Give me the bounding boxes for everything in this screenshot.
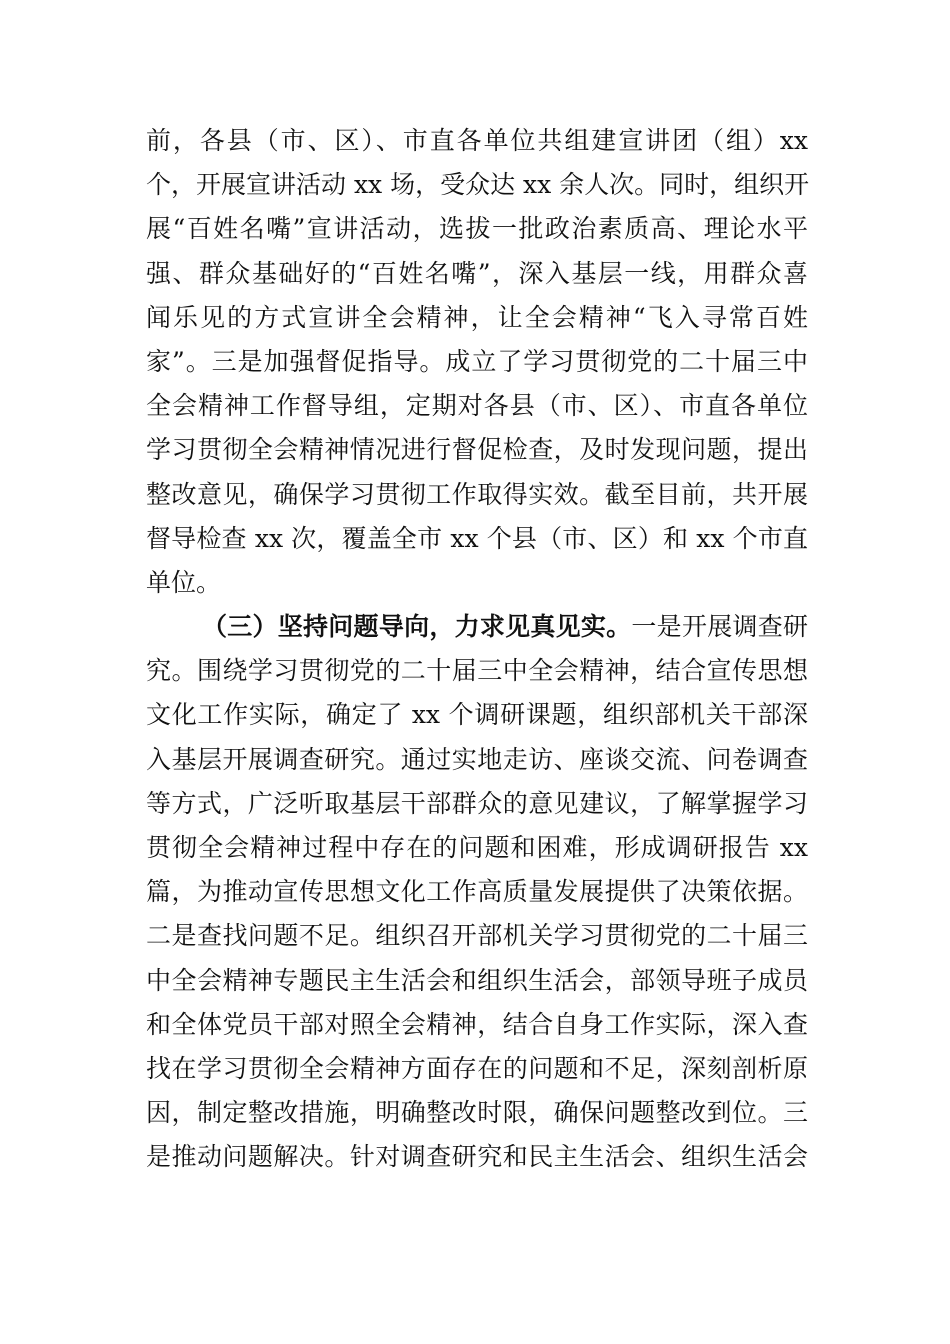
text-line: 个，开展宣讲活动 xx 场，受众达 xx 余人次。同时，组织开	[146, 170, 810, 200]
section-heading: （三）坚持问题导向，力求见真见实。	[202, 612, 632, 642]
text-line: 入基层开展调查研究。通过实地走访、座谈交流、问卷调查	[146, 744, 808, 774]
document-body	[146, 119, 808, 1180]
text-line: 展“百姓名嘴”宣讲活动，选拔一批政治素质高、理论水平	[146, 214, 808, 244]
text-line: 文化工作实际，确定了 xx 个调研课题，组织部机关干部深	[146, 700, 808, 730]
text-line: 督导检查 xx 次，覆盖全市 xx 个县（市、区）和 xx 个市直	[146, 523, 808, 553]
text-line: 等方式，广泛听取基层干部群众的意见建议，了解掌握学习	[146, 788, 808, 818]
text-line: 篇，为推动宣传思想文化工作高质量发展提供了决策依据。	[146, 877, 808, 907]
text-line: 和全体党员干部对照全会精神，结合自身工作实际，深入查	[146, 1009, 808, 1039]
text-line: 家”。三是加强督促指导。成立了学习贯彻党的二十届三中	[146, 346, 808, 376]
heading-line-rest: 一是开展调查研	[631, 612, 808, 642]
paragraph-heading-line	[146, 605, 808, 649]
text-line: 单位。	[146, 567, 222, 597]
text-line: 究。围绕学习贯彻党的二十届三中全会精神，结合宣传思想	[146, 656, 808, 686]
text-line: 强、群众基础好的“百姓名嘴”，深入基层一线，用群众喜	[146, 258, 808, 288]
text-line: 找在学习贯彻全会精神方面存在的问题和不足，深刻剖析原	[146, 1053, 808, 1083]
text-line: 整改意见，确保学习贯彻工作取得实效。截至目前，共开展	[146, 479, 808, 509]
text-line: 二是查找问题不足。组织召开部机关学习贯彻党的二十届三	[146, 921, 808, 951]
text-line: 贯彻全会精神过程中存在的问题和困难，形成调研报告 xx	[146, 833, 808, 862]
text-line: 全会精神工作督导组，定期对各县（市、区）、市直各单位	[146, 391, 808, 421]
text-line: 闻乐见的方式宣讲全会精神，让全会精神“飞入寻常百姓	[146, 302, 808, 332]
text-line: 学习贯彻全会精神情况进行督促检查，及时发现问题，提出	[146, 435, 808, 465]
text-line: 中全会精神专题民主生活会和组织生活会，部领导班子成员	[146, 965, 808, 995]
text-line: 前，各县（市、区）、市直各单位共组建宣讲团（组）xx	[146, 126, 808, 155]
text-line: 是推动问题解决。针对调查研究和民主生活会、组织生活会	[146, 1142, 808, 1172]
text-line: 因，制定整改措施，明确整改时限，确保问题整改到位。三	[146, 1098, 808, 1128]
